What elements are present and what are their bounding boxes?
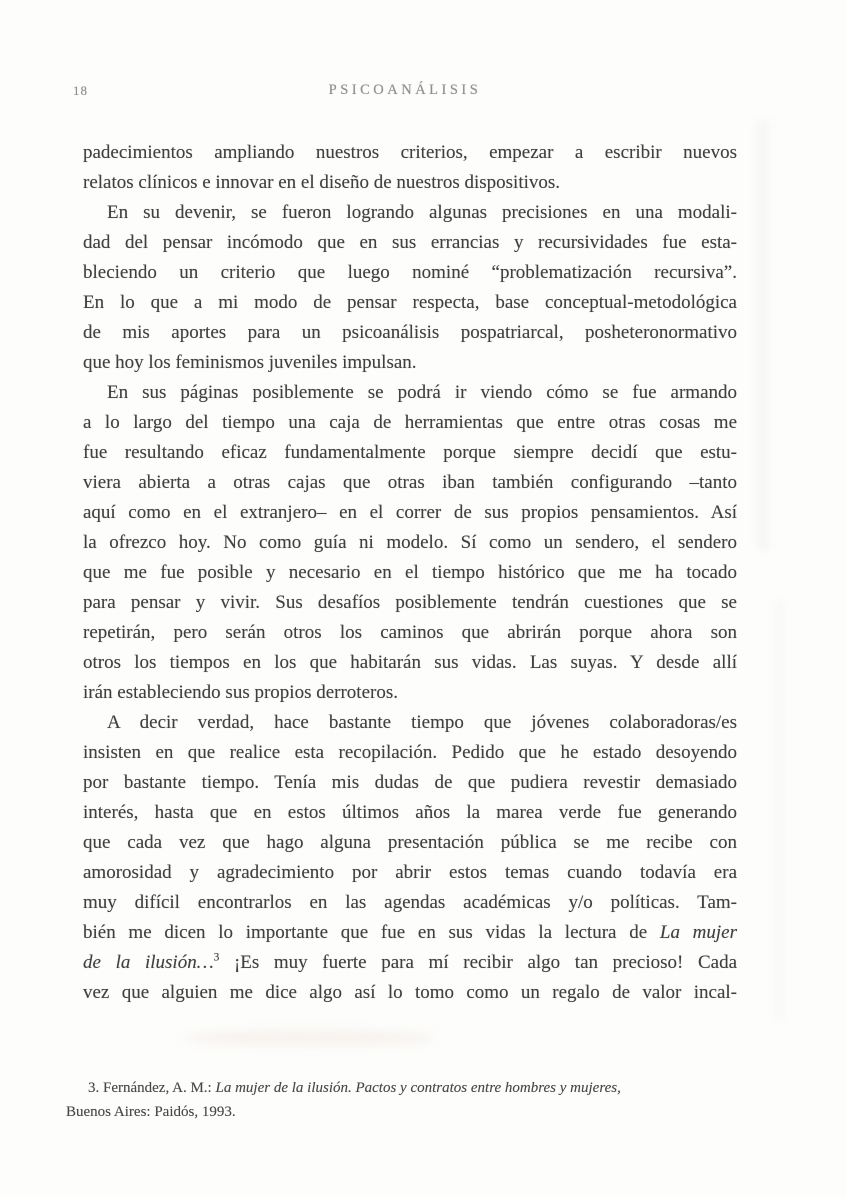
text-line: [83, 918, 737, 948]
text-line: amorosidad y agradecimiento por abrir estos temas cuando todavía era: [83, 862, 737, 883]
page-number: 18: [73, 83, 88, 98]
footnote-reference-superscript: 3: [213, 951, 220, 964]
text-line: A decir verdad, hace bastante tiempo que jóvenes colaboradoras/es: [107, 712, 737, 733]
text-line: bleciendo un criterio que luego nominé “problematización recursiva”.: [83, 262, 737, 283]
text-line: que hoy los feminismos juveniles impulsan.: [83, 352, 417, 373]
text-line: otros los tiempos en los que habitarán sus vidas. Las suyas. Y desde allí: [83, 652, 737, 673]
text-line: vez que alguien me dice algo así lo tomo como un regalo de valor incal-: [83, 982, 737, 1003]
text-line: dad del pensar incómodo que en sus errancias y recursividades fue esta-: [83, 232, 737, 253]
page-header: [73, 82, 737, 102]
footnote: [66, 1076, 756, 1124]
text-line: fue resultando eficaz fundamentalmente porque siempre decidí que estu-: [83, 442, 737, 463]
text-line: En sus páginas posiblemente se podrá ir viendo cómo se fue armando: [107, 382, 737, 403]
footnote-line-2: Buenos Aires: Paidós, 1993.: [66, 1104, 236, 1120]
body-text: [83, 138, 737, 1008]
footnote-book-title-italic: La mujer de la ilusión. Pactos y contratos entre hombres y mujeres,: [215, 1080, 621, 1096]
book-title-italic: La mujer: [659, 922, 737, 943]
text-line: repetirán, pero serán otros los caminos que abrirán porque ahora son: [83, 622, 737, 643]
text-segment: bién me dicen lo importante que fue en sus vidas la lectura de: [83, 922, 660, 943]
scan-artifact: [752, 120, 774, 550]
text-line: [83, 948, 737, 978]
text-line: aquí como en el extranjero– en el correr de sus propios pensamientos. Así: [83, 502, 737, 523]
text-line: para pensar y vivir. Sus desafíos posiblemente tendrán cuestiones que se: [83, 592, 737, 613]
text-line: irán estableciendo sus propios derroteros.: [83, 682, 398, 703]
footnote-line-1: [66, 1076, 756, 1100]
scan-artifact: [185, 1030, 435, 1046]
text-line: viera abierta a otras cajas que otras iban también configurando –tanto: [83, 472, 737, 493]
text-line: padecimientos ampliando nuestros criterios, empezar a escribir nuevos: [83, 142, 737, 163]
footnote-citation-prefix: 3. Fernández, A. M.:: [88, 1080, 216, 1096]
text-line: a lo largo del tiempo una caja de herramientas que entre otras cosas me: [83, 412, 737, 433]
text-line: por bastante tiempo. Tenía mis dudas de que pudiera revestir demasiado: [83, 772, 737, 793]
running-title: PSICOANÁLISIS: [328, 82, 482, 98]
text-line: interés, hasta que en estos últimos años la marea verde fue generando: [83, 802, 737, 823]
text-line: insisten en que realice esta recopilación. Pedido que he estado desoyendo: [83, 742, 737, 763]
text-line: de mis aportes para un psicoanálisis pospatriarcal, posheteronormativo: [83, 322, 737, 343]
text-line: En lo que a mi modo de pensar respecta, base conceptual-metodológica: [83, 292, 737, 313]
text-segment: ¡Es muy fuerte para mí recibir algo tan precioso! Cada: [219, 952, 738, 973]
book-title-italic: de la ilusión…: [83, 952, 214, 973]
text-line: que cada vez que hago alguna presentación pública se me recibe con: [83, 832, 737, 853]
text-line: En su devenir, se fueron logrando algunas precisiones en una modali-: [107, 202, 737, 223]
text-line: muy difícil encontrarlos en las agendas académicas y/o políticas. Tam-: [83, 892, 737, 913]
text-line: que me fue posible y necesario en el tiempo histórico que me ha tocado: [83, 562, 737, 583]
scan-artifact: [770, 600, 788, 1020]
text-line: relatos clínicos e innovar en el diseño de nuestros dispositivos.: [83, 172, 561, 193]
text-line: la ofrezco hoy. No como guía ni modelo. Sí como un sendero, el sendero: [83, 532, 737, 553]
